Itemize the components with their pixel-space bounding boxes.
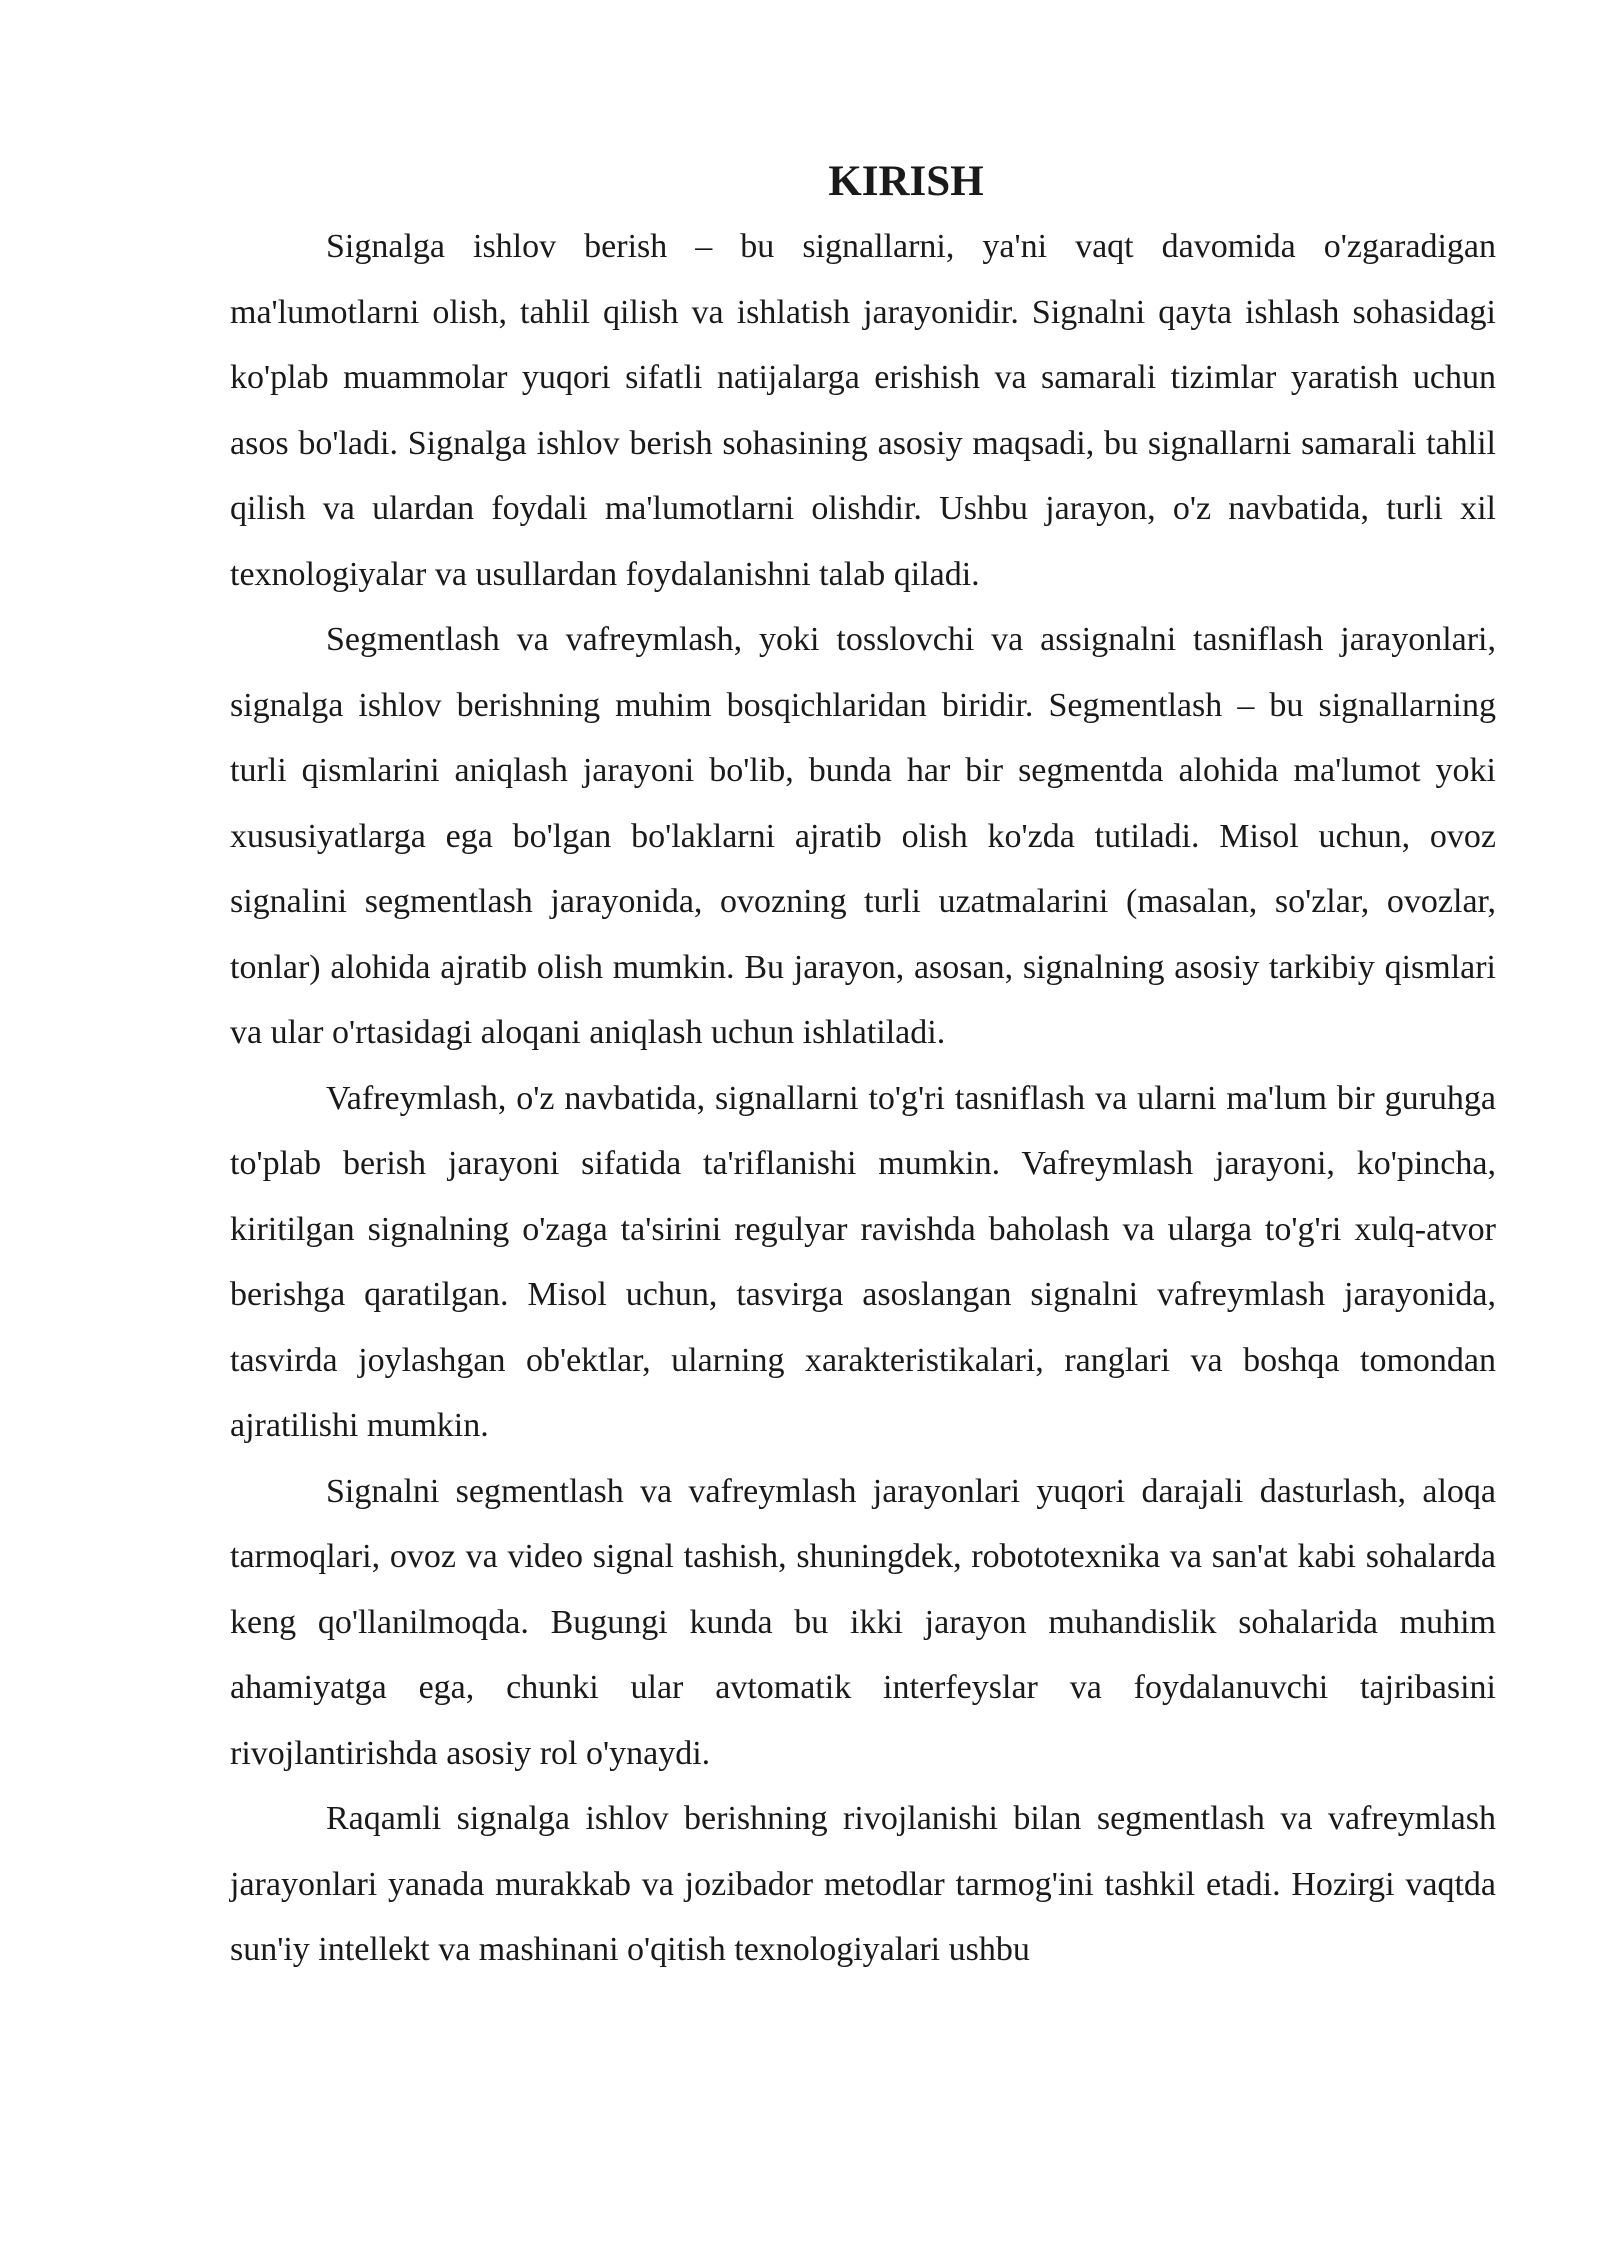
paragraph: Signalga ishlov berish – bu signallarni, ya'ni vaqt davomida o'zgaradigan ma'lumotlarni olish, tahlil qilish va ishlatish jarayonidir. Signalni qayta ishlash sohasidagi ko'plab muammolar yuqori sifatli natijalarga erishish va samarali tizimlar yaratish uchun asos bo'ladi. Signalga ishlov berish sohasining asosiy maqsadi, bu signallarni samarali tahlil qilish va ulardan foydali ma'lumotlarni olishdir. Ushbu jarayon, o'z navbatida, turli xil texnologiyalar va usullardan foydalanishni talab qiladi. bbox=[230, 228, 1496, 593]
paragraph: Signalni segmentlash va vafreymlash jarayonlari yuqori darajali dasturlash, aloqa tarmoqlari, ovoz va video signal tashish, shuningdek, robototexnika va san'at kabi sohalarda keng qo'llanilmoqda. Bugungi kunda bu ikki jarayon muhandislik sohalarida muhim ahamiyatga ega, chunki ular avtomatik interfeyslar va foydalanuvchi tajribasini rivojlantirishda asosiy rol o'ynaydi. bbox=[230, 1472, 1496, 1772]
paragraph: Segmentlash va vafreymlash, yoki tosslovchi va assignalni tasniflash jarayonlari, signalga ishlov berishning muhim bosqichlaridan biridir. Segmentlash – bu signallarning turli qismlarini aniqlash jarayoni bo'lib, bunda har bir segmentda alohida ma'lumot yoki xususiyatlarga ega bo'lgan bo'laklarni ajratib olish ko'zda tutiladi. Misol uchun, ovoz signalini segmentlash jarayonida, ovozning turli uzatmalarini (masalan, so'zlar, ovozlar, tonlar) alohida ajratib olish mumkin. Bu jarayon, asosan, signalning asosiy tarkibiy qismlari va ular o'rtasidagi aloqani aniqlash uchun ishlatiladi. bbox=[230, 621, 1496, 1051]
paragraph: Raqamli signalga ishlov berishning rivojlanishi bilan segmentlash va vafreymlash jarayonlari yanada murakkab va jozibador metodlar tarmog'ini tashkil etadi. Hozirgi vaqtda sun'iy intellekt va mashinani o'qitish texnologiyalari ushbu bbox=[230, 1800, 1496, 1968]
page-title: KIRISH bbox=[828, 158, 984, 205]
paragraph: Vafreymlash, o'z navbatida, signallarni to'g'ri tasniflash va ularni ma'lum bir guruhga to'plab berish jarayoni sifatida ta'riflanishi mumkin. Vafreymlash jarayoni, ko'pincha, kiritilgan signalning o'zaga ta'sirini regulyar ravishda baholash va ularga to'g'ri xulq-atvor berishga qaratilgan. Misol uchun, tasvirga asoslangan signalni vafreymlash jarayonida, tasvirda joylashgan ob'ektlar, ularning xarakteristikalari, ranglari va boshqa tomondan ajratilishi mumkin. bbox=[230, 1079, 1496, 1444]
document-page bbox=[230, 150, 1496, 1983]
